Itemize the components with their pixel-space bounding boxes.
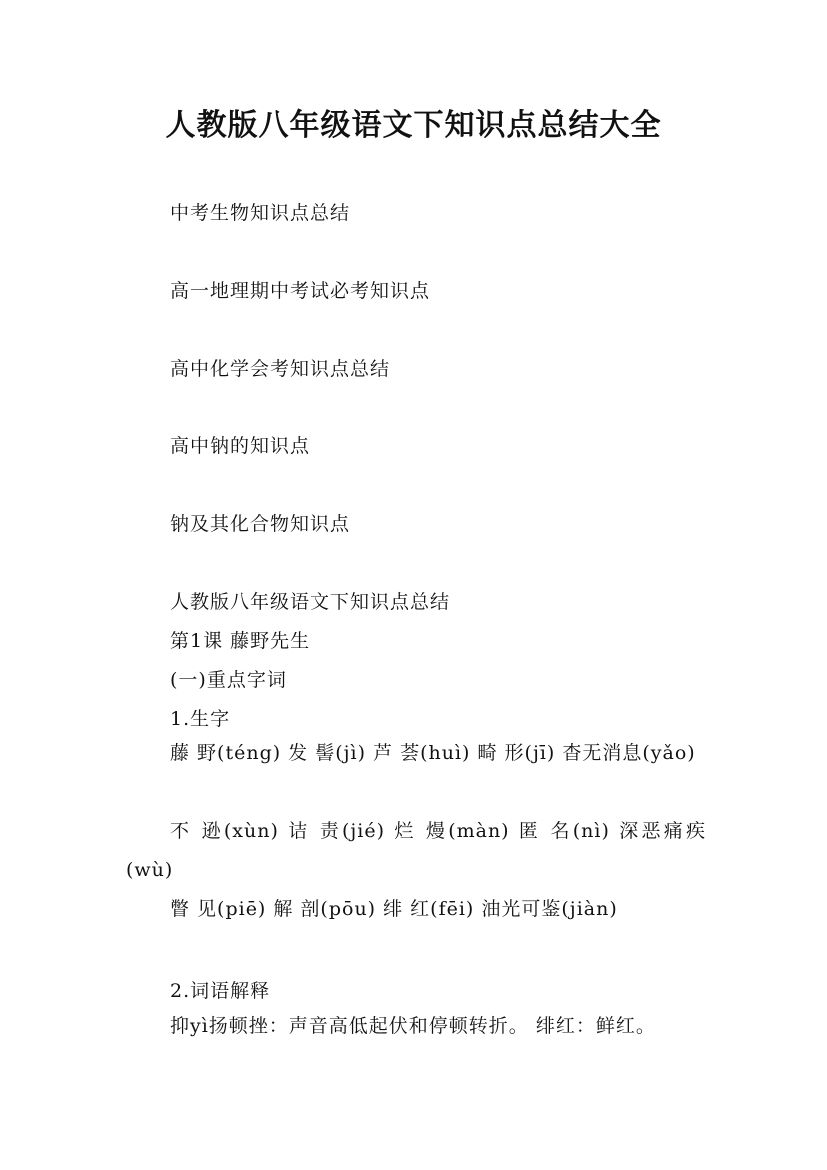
section-title: 人教版八年级语文下知识点总结: [170, 591, 451, 613]
item-heading: 2.词语解释: [170, 980, 271, 1002]
item-heading: 1.生字: [170, 708, 231, 730]
vocab-paragraph: 藤 野(téng) 发 髻(jì) 芦 荟(huì) 畸 形(jī) 杳无消息(yǎo): [170, 742, 696, 764]
vocab-paragraph: 瞥 见(piē) 解 剖(pōu) 绯 红(fēi) 油光可鉴(jiàn): [170, 898, 618, 920]
related-link-1[interactable]: 中考生物知识点总结: [170, 202, 351, 224]
vocab-paragraph: 不 逊(xùn) 诘 责(jié) 烂 熳(màn) 匿 名(nì) 深恶痛疾(wù): [126, 820, 706, 881]
related-link-3[interactable]: 高中化学会考知识点总结: [170, 358, 391, 380]
subsection-heading: (一)重点字词: [170, 669, 287, 691]
lesson-heading: 第1课 藤野先生: [170, 630, 311, 652]
related-link-4[interactable]: 高中钠的知识点: [170, 435, 311, 457]
related-link-5[interactable]: 钠及其化合物知识点: [170, 513, 351, 535]
related-link-2[interactable]: 高一地理期中考试必考知识点: [170, 280, 431, 302]
page-title: 人教版八年级语文下知识点总结大全: [165, 108, 662, 143]
definition-paragraph: 抑yì扬顿挫：声音高低起伏和停顿转折。 绯红：鲜红。: [170, 1015, 656, 1037]
